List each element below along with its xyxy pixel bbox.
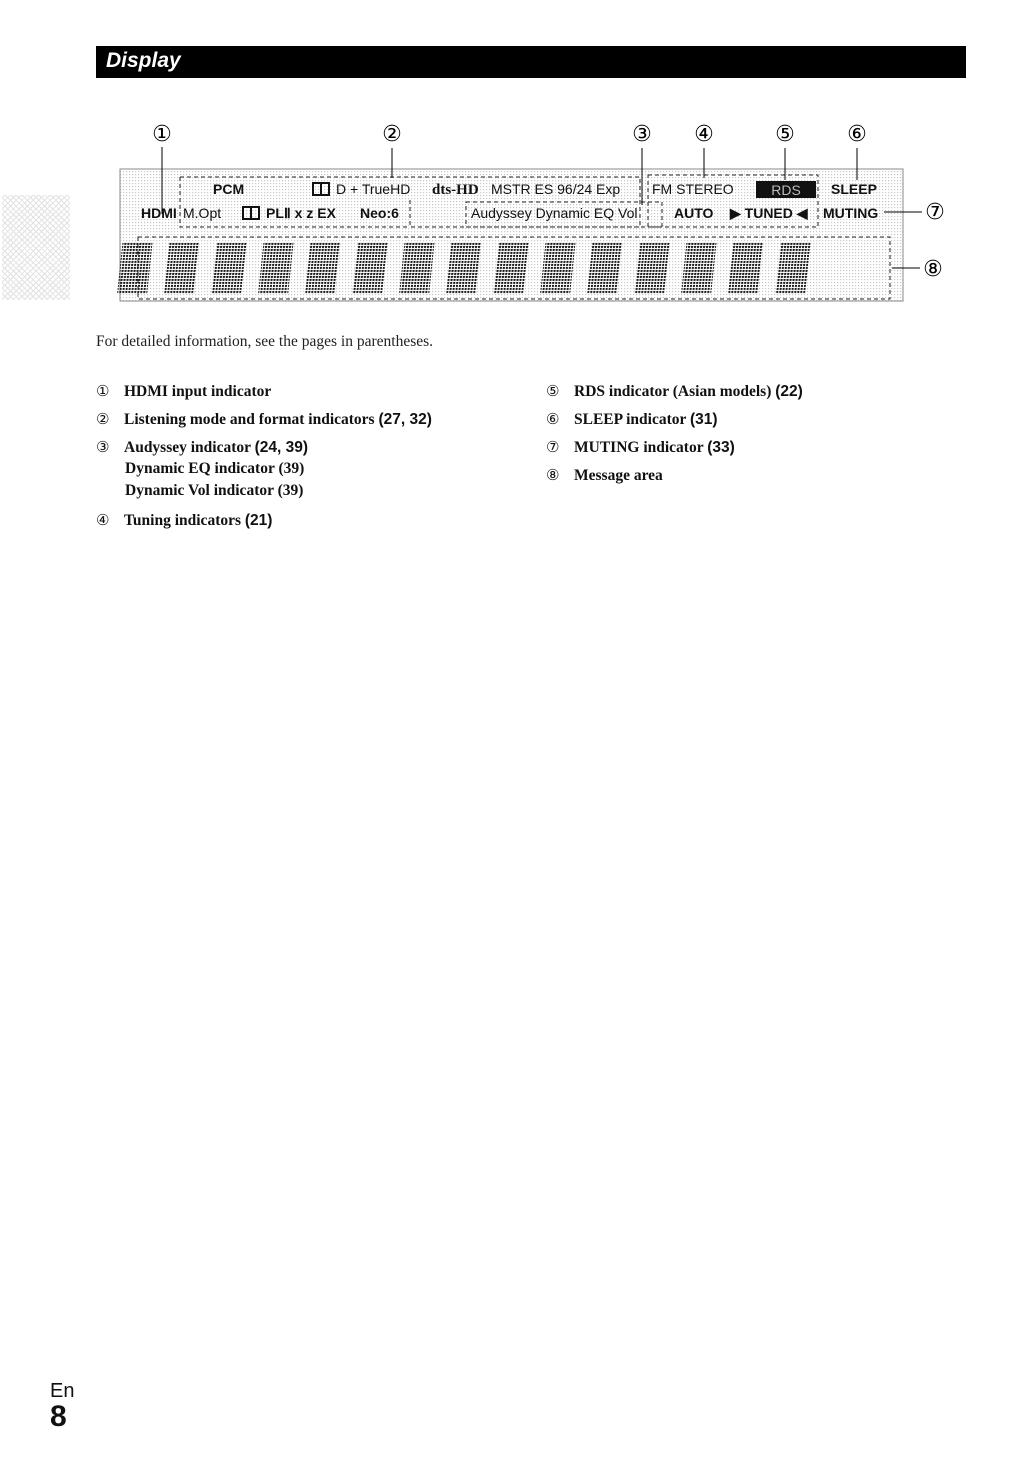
mopt-indicator: M.Opt bbox=[183, 205, 222, 221]
legend-subitem-dynamic-vol bbox=[125, 482, 303, 500]
callout-2: ② bbox=[382, 122, 402, 147]
audyssey-indicator: Audyssey Dynamic EQ Vol bbox=[471, 205, 638, 221]
footer-language: En bbox=[50, 1380, 75, 1402]
dts-format-indicators: MSTR ES 96/24 Exp bbox=[491, 181, 621, 197]
legend-pages: (31) bbox=[690, 411, 718, 428]
legend-label: Dynamic Vol indicator bbox=[125, 482, 274, 499]
message-char bbox=[587, 242, 622, 294]
legend-label: Dynamic EQ indicator bbox=[125, 460, 275, 477]
message-char bbox=[446, 242, 481, 294]
dts-hd-logo: dts-HD bbox=[432, 182, 479, 198]
legend-item-1 bbox=[96, 380, 271, 403]
legend-pages: (22) bbox=[775, 383, 803, 400]
tuned-indicator: ▶ TUNED ◀ bbox=[730, 205, 808, 221]
message-char bbox=[258, 242, 293, 294]
legend-item-2 bbox=[96, 408, 432, 431]
callout-3: ③ bbox=[632, 122, 652, 147]
legend-pages: (21) bbox=[244, 512, 273, 529]
legend-pages: (39) bbox=[278, 460, 305, 477]
dolby-pl-indicator: PLⅡ x z EX bbox=[266, 205, 336, 221]
legend-item-8 bbox=[546, 464, 663, 487]
legend-pages: (39) bbox=[277, 482, 304, 499]
intro-text: For detailed information, see the pages in parentheses. bbox=[96, 333, 434, 350]
section-title: Display bbox=[106, 49, 181, 72]
message-char bbox=[728, 242, 763, 294]
legend-item-7 bbox=[546, 436, 735, 459]
pcm-indicator: PCM bbox=[213, 181, 245, 197]
legend-num: ④ bbox=[96, 511, 110, 529]
legend-label: Audyssey indicator bbox=[124, 439, 251, 456]
neo6-indicator: Neo:6 bbox=[360, 205, 399, 221]
message-char bbox=[540, 242, 575, 294]
legend-item-3 bbox=[96, 436, 308, 459]
message-char bbox=[775, 242, 810, 294]
legend-label: Tuning indicators bbox=[124, 512, 242, 529]
message-char bbox=[305, 242, 340, 294]
sleep-indicator: SLEEP bbox=[831, 181, 877, 197]
callout-7: ⑦ bbox=[925, 200, 945, 225]
legend-num: ⑦ bbox=[546, 438, 560, 456]
callout-4: ④ bbox=[694, 122, 714, 147]
legend-label: HDMI input indicator bbox=[124, 383, 272, 400]
legend-item-6 bbox=[546, 408, 718, 431]
message-char bbox=[634, 242, 669, 294]
legend-num: ① bbox=[96, 382, 110, 400]
legend-label: MUTING indicator bbox=[574, 439, 704, 456]
rds-indicator: RDS bbox=[771, 182, 801, 198]
legend-item-4 bbox=[96, 509, 272, 532]
message-char bbox=[211, 242, 246, 294]
legend-label: Message area bbox=[574, 467, 663, 484]
muting-indicator: MUTING bbox=[823, 205, 879, 221]
legend-num: ⑤ bbox=[546, 382, 560, 400]
hdmi-indicator: HDMI bbox=[141, 205, 177, 221]
auto-indicator: AUTO bbox=[674, 205, 714, 221]
message-char bbox=[681, 242, 716, 294]
fm-stereo-indicator: FM STEREO bbox=[652, 181, 734, 197]
dolby-truehd-indicator: D + TrueHD bbox=[336, 181, 411, 197]
display-diagram bbox=[0, 0, 1032, 320]
legend-pages: (27, 32) bbox=[378, 411, 432, 428]
legend-subitem-dynamic-eq bbox=[125, 460, 304, 478]
legend-item-5 bbox=[546, 380, 803, 403]
message-char bbox=[493, 242, 528, 294]
message-area bbox=[117, 242, 810, 294]
legend-num: ⑧ bbox=[546, 466, 560, 484]
message-char bbox=[117, 242, 152, 294]
message-char bbox=[164, 242, 199, 294]
legend-label: RDS indicator (Asian models) bbox=[574, 383, 772, 400]
footer-page-number: 8 bbox=[50, 1400, 67, 1433]
message-char bbox=[399, 242, 434, 294]
legend-pages: (33) bbox=[707, 439, 735, 456]
legend-label: SLEEP indicator bbox=[574, 411, 687, 428]
legend-num: ③ bbox=[96, 438, 110, 456]
callout-8: ⑧ bbox=[923, 257, 943, 282]
callout-5: ⑤ bbox=[775, 122, 795, 147]
legend-num: ⑥ bbox=[546, 410, 560, 428]
legend-label: Listening mode and format indicators bbox=[124, 411, 375, 428]
callout-1: ① bbox=[152, 122, 172, 147]
legend-pages: (24, 39) bbox=[254, 439, 309, 456]
legend-num: ② bbox=[96, 410, 110, 428]
message-char bbox=[352, 242, 387, 294]
callout-6: ⑥ bbox=[847, 122, 867, 147]
